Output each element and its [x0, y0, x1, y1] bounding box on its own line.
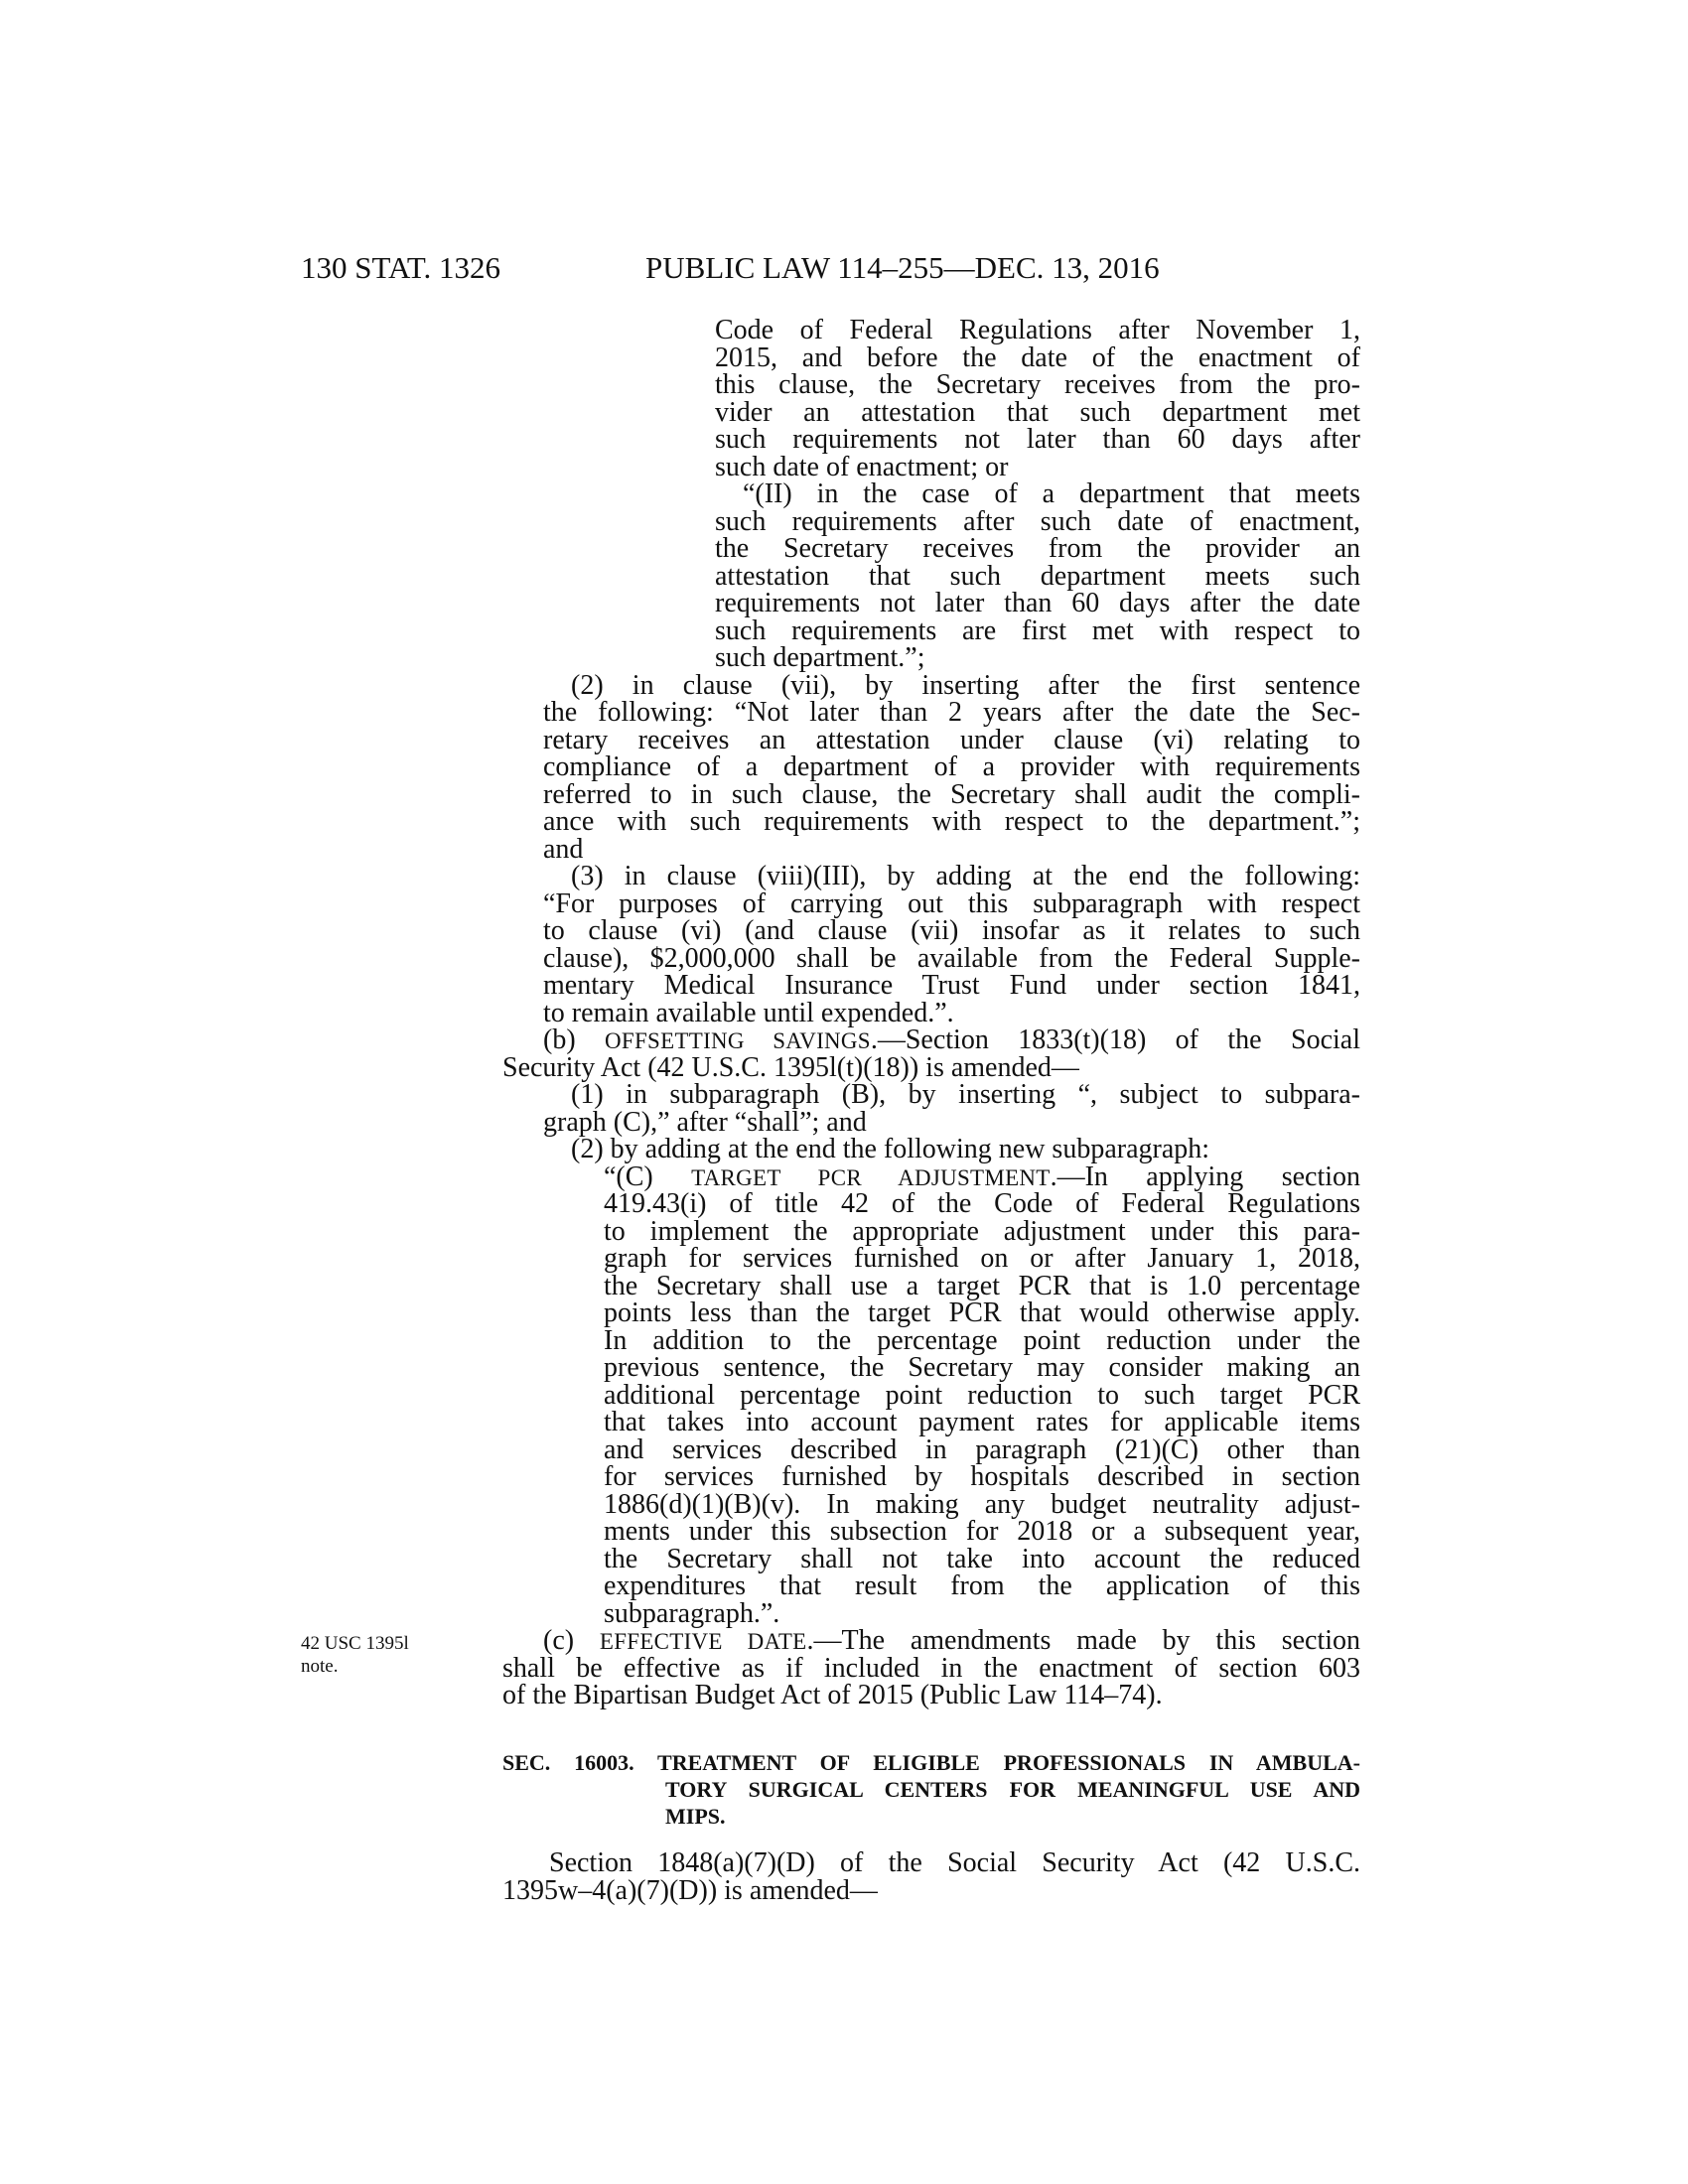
text-line: such requirements are first met with respect to: [715, 614, 1360, 646]
text-line: such requirements not later than 60 days after: [715, 424, 1360, 455]
running-title: PUBLIC LAW 114–255—DEC. 13, 2016: [645, 250, 1160, 285]
subsection-c-heading: (c) EFFECTIVE DATE.—The amendments made by this section: [543, 1625, 1361, 1656]
text-line: additional percentage point reduction to such target PCR: [604, 1379, 1360, 1411]
text-line: shall be effective as if included in the enactment of section 603: [502, 1652, 1360, 1684]
text-line: compliance of a department of a provider with requirements: [543, 751, 1360, 782]
text-line: the following: “Not later than 2 years after the date the Sec-: [543, 697, 1360, 728]
text-line: ance with such requirements with respect to the department.”;: [543, 806, 1360, 837]
text-line: expenditures that result from the application of this: [604, 1570, 1360, 1601]
section-heading-line: SEC. 16003. TREATMENT OF ELIGIBLE PROFESSIONALS IN AMBULA-: [502, 1750, 1360, 1775]
text-line: (2) in clause (vii), by inserting after the first sentence: [571, 669, 1360, 701]
text-line: to implement the appropriate adjustment under this para-: [604, 1215, 1360, 1247]
subparagraph-c-heading: “(C) TARGET PCR ADJUSTMENT.—In applying section: [604, 1160, 1361, 1192]
text-line: 2015, and before the date of the enactment of: [715, 341, 1360, 373]
text-line: Code of Federal Regulations after November 1,: [715, 315, 1360, 345]
subsection-c-title: EFFECTIVE DATE: [599, 1629, 807, 1654]
text-line: (1) in subparagraph (B), by inserting “, subject to subpara-: [571, 1079, 1360, 1110]
text-line: previous sentence, the Secretary may consider making an: [604, 1352, 1360, 1383]
text-line: the Secretary shall not take into account the reduced: [604, 1543, 1360, 1574]
text-line: “(II) in the case of a department that meets: [743, 478, 1360, 509]
text-line: (2) by adding at the end the following new subparagraph:: [571, 1134, 1210, 1164]
page-stat-number: 130 STAT. 1326: [301, 250, 501, 285]
section-heading-line: TORY SURGICAL CENTERS FOR MEANINGFUL USE AND: [665, 1777, 1360, 1802]
text-line: (3) in clause (viii)(III), by adding at the end the following:: [571, 861, 1360, 891]
text-line: such requirements after such date of enactment,: [715, 505, 1360, 537]
text-line: and: [543, 833, 584, 865]
text-line: that takes into account payment rates for applicable items: [604, 1407, 1360, 1437]
text-line: referred to in such clause, the Secretary shall audit the compli-: [543, 778, 1360, 810]
text-line: this clause, the Secretary receives from the pro-: [715, 369, 1360, 400]
subsection-b-title: OFFSETTING SAVINGS: [605, 1028, 871, 1053]
text-line: for services furnished by hospitals described in section: [604, 1461, 1360, 1492]
text-line: such date of enactment; or: [715, 451, 1009, 482]
text-line: such department.”;: [715, 642, 925, 673]
text-line: Section 1848(a)(7)(D) of the Social Security Act (42 U.S.C.: [549, 1847, 1360, 1878]
text-line: points less than the target PCR that would otherwise apply.: [604, 1297, 1360, 1328]
text-line: subparagraph.”.: [604, 1597, 780, 1629]
text-line: graph for services furnished on or after January 1, 2018,: [604, 1243, 1360, 1274]
subparagraph-c-title: TARGET PCR ADJUSTMENT: [691, 1164, 1051, 1190]
text-line: the Secretary receives from the provider an: [715, 533, 1360, 564]
text-line: to remain available until expended.”.: [543, 997, 954, 1028]
text-line: to clause (vi) (and clause (vii) insofar as it relates to such: [543, 915, 1360, 946]
text-line: retary receives an attestation under clause (vi) relating to: [543, 724, 1360, 755]
text-line: 1395w–4(a)(7)(D)) is amended—: [502, 1874, 878, 1906]
margin-note-citation: 42 USC 1395l: [301, 1633, 409, 1654]
text-line: ments under this subsection for 2018 or a subsequent year,: [604, 1516, 1360, 1547]
text-line: and services described in paragraph (21)(C) other than: [604, 1433, 1360, 1465]
text-line: clause), $2,000,000 shall be available from the Federal Supple-: [543, 942, 1360, 974]
text-line: attestation that such department meets such: [715, 560, 1360, 592]
subsection-b-heading: (b) OFFSETTING SAVINGS.—Section 1833(t)(18) of the Social: [543, 1024, 1360, 1055]
text-line: 419.43(i) of title 42 of the Code of Federal Regulations: [604, 1188, 1360, 1219]
text-line: In addition to the percentage point reduction under the: [604, 1324, 1360, 1356]
text-line: the Secretary shall use a target PCR that is 1.0 percentage: [604, 1270, 1360, 1301]
text-line: of the Bipartisan Budget Act of 2015 (Public Law 114–74).: [502, 1680, 1163, 1710]
text-line: graph (C),” after “shall”; and: [543, 1106, 867, 1138]
text-line: Security Act (42 U.S.C. 1395l(t)(18)) is amended—: [502, 1051, 1079, 1083]
section-heading-line: MIPS.: [665, 1804, 726, 1829]
text-line: mentary Medical Insurance Trust Fund under section 1841,: [543, 970, 1360, 1001]
margin-note-label: note.: [301, 1656, 339, 1677]
text-line: requirements not later than 60 days after the date: [715, 588, 1360, 618]
text-line: 1886(d)(1)(B)(v). In making any budget neutrality adjust-: [604, 1488, 1360, 1520]
text-line: vider an attestation that such department met: [715, 396, 1360, 428]
text-line: “For purposes of carrying out this subparagraph with respect: [543, 887, 1360, 919]
